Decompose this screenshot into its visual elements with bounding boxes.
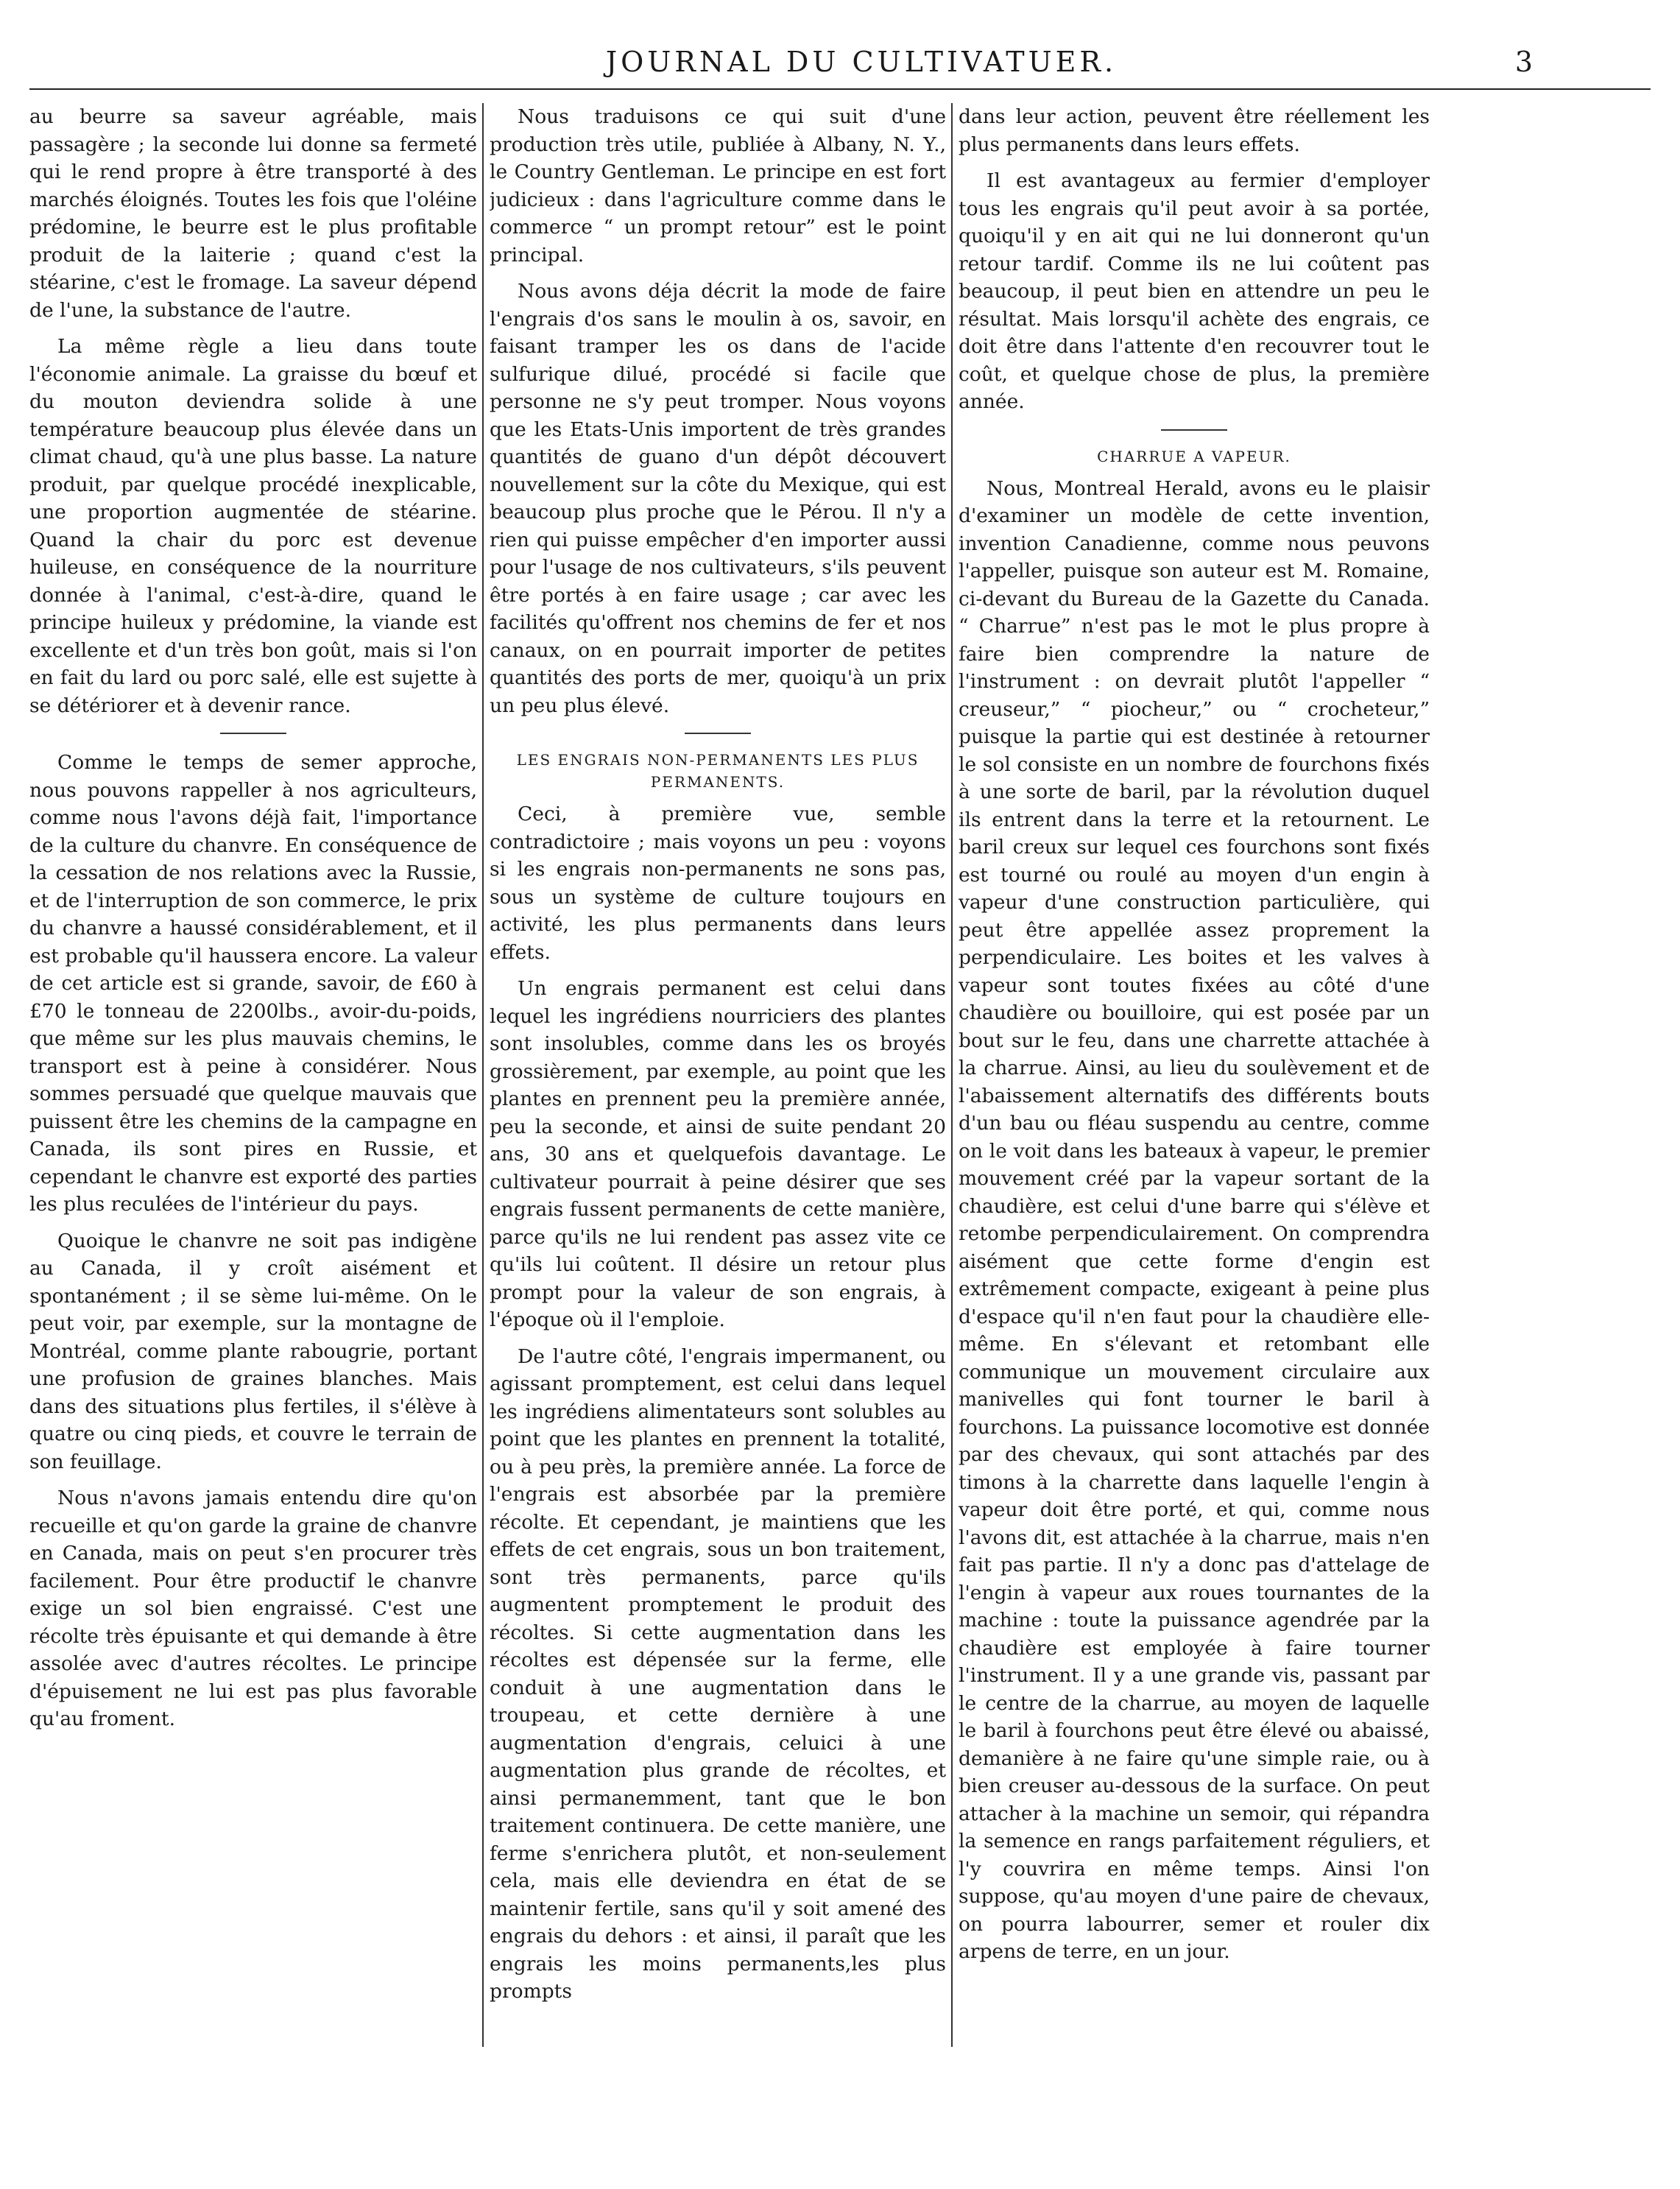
paragraph: Un engrais permanent est celui dans lequel les ingrédiens nourriciers des plantes sont insolubles, comme dans les os broyés grossièrement, par exemple, au point que les plantes en prennent peu la première année, peu la seconde, et ainsi de suite pendant 20 ans, 30 ans et quelquefois davantage. Le cultivateur pourrait à peine désirer que ses engrais fussent permanents de cette manière, parce qu'ils ne lui rendent pas assez vite ce qu'ils lui coûtent. Il désire un retour plus prompt pour la valeur de son engrais, à l'époque où il l'emploie. bbox=[490, 977, 946, 1331]
paragraph: Ceci, à première vue, semble contradictoire ; mais voyons un peu : voyons si les engrais non-permanents ne sons pas, sous un système de culture toujours en activité, les plus permanents dans leurs effets. bbox=[490, 803, 946, 964]
header-rule bbox=[29, 88, 1651, 90]
page-number: 3 bbox=[1514, 46, 1533, 78]
section-heading: CHARRUE A VAPEUR. bbox=[1097, 447, 1291, 465]
paragraph: Nous traduisons ce qui suit d'une production très utile, publiée à Albany, N. Y., le Country Gentleman. Le principe en est fort judicieux : dans l'agriculture comme dans le commerce “ un prompt retour” est le point principal. bbox=[490, 105, 946, 267]
page-header bbox=[0, 46, 1680, 90]
column-3 bbox=[959, 103, 1430, 1975]
section-divider bbox=[685, 733, 751, 734]
column-divider-2 bbox=[951, 103, 953, 2047]
paragraph: Nous n'avons jamais entendu dire qu'on recueille et qu'on garde la graine de chanvre en Canada, mais on peut s'en procurer très facilement. Pour être productif le chanvre exige un sol bien engraissé. C'est une récolte très épuisante et qui demande à être assolée avec d'autres récoltes. Le principe d'épuisement ne lui est pas plus favorable qu'au froment. bbox=[29, 1487, 477, 1730]
column-2 bbox=[490, 103, 946, 2014]
section-divider bbox=[1161, 429, 1227, 431]
journal-title: JOURNAL DU CULTIVATUER. bbox=[605, 46, 1118, 78]
column-1 bbox=[29, 103, 477, 1742]
paragraph: Nous avons déja décrit la mode de faire l'engrais d'os sans le moulin à os, savoir, en faisant tramper les os dans de l'acide sulfurique dilué, procédé si facile que personne ne s'y peut tromper. Nous voyons que les Etats-Unis importent de très grandes quantités de guano d'un dépôt découvert nouvellement sur la côte du Mexique, qui est beaucoup plus proche que le Pérou. Il n'y a rien qui puisse empêcher d'en importer aussi pour l'usage de nos cultivateurs, s'ils peuvent être portés à en faire usage ; car avec les facilités qu'offrent nos chemins de fer et nos canaux, on en pourrait importer de petites quantités des ports de mer, quoiqu'à un prix un peu plus élevé. bbox=[490, 280, 946, 717]
column-divider-1 bbox=[482, 103, 484, 2047]
paragraph: De l'autre côté, l'engrais impermanent, ou agissant promptement, est celui dans lequel les ingrédiens alimentateurs sont solubles au point que les plantes en prennent la totalité, ou à peu près, la première année. La force de l'engrais est absorbée par la première récolte. Et cependant, je maintiens que les effets de cet engrais, sous un bon traitement, sont très permanents, parce qu'ils augmentent promptement le produit des récoltes. Si cette augmentation dans les récoltes est dépensée sur la ferme, elle conduit à une augmentation dans le troupeau, et cette dernière à une augmentation d'engrais, celuici à une augmentation plus grande de récoltes, et ainsi permanemment, tant que le bon traitement continuera. De cette manière, une ferme s'enrichera plutôt, et non-seulement cela, mais elle deviendra en état de se maintenir fertile, sans qu'il y soit amené des engrais du dehors : et ainsi, il paraît que les engrais les moins permanents,les plus prompts bbox=[490, 1344, 946, 2003]
paragraph: La même règle a lieu dans toute l'économie animale. La graisse du bœuf et du mouton deviendra solide à une température beaucoup plus élevée dans un climat chaud, qu'à une plus basse. La nature produit, par quelque procédé inexplicable, une proportion augmentée de stéarine. Quand la chair du porc est devenue huileuse, en conséquence de la nourriture donnée à l'animal, c'est-à-dire, quand le principe huileux y prédomine, la viande est excellente et d'un très bon goût, mais si l'on en fait du lard ou porc salé, elle est sujette à se détériorer et à devenir rance. bbox=[29, 335, 477, 717]
paragraph: au beurre sa saveur agréable, mais passagère ; la seconde lui donne sa fermeté qui le rend propre à être transporté à des marchés éloignés. Toutes les fois que l'oléine prédomine, le beurre est le plus profitable produit de la laiterie ; quand c'est la stéarine, c'est le fromage. La saveur dépend de l'une, la substance de l'autre. bbox=[29, 105, 477, 322]
paragraph: Nous, Montreal Herald, avons eu le plaisir d'examiner un modèle de cette invention, invention Canadienne, comme nous peuvons l'appeller, puisque son auteur est M. Romaine, ci-devant du Bureau de la Gazette du Canada. “ Charrue” n'est pas le mot le plus propre à faire bien comprendre la nature de l'instrument : on devrait plutôt l'appeller “ creuseur,” “ piocheur,” ou “ crocheteur,” puisque la partie qui est destinée à retourner le sol consiste en un nombre de fourchons fixés à une sorte de baril, par la révolution duquel ils entrent dans la terre et la retournent. Le baril creux sur lequel ces fourchons sont fixés est tourné ou roulé au moyen d'un engin à vapeur d'une construction particulière, qui peut être appellée assez proprement la perpendiculaire. Les boites et les valves à vapeur sont toutes fixées au côté d'une chaudière ou bouilloire, qui est posée par un bout sur le feu, dans une charrette attachée à la charrue. Ainsi, au lieu du soulèvement et de l'abaissement alternatifs des différents bouts d'un bau ou fléau suspendu au centre, comme on le voit dans les bateaux à vapeur, le premier mouvement créé par la vapeur sortant de la chaudière, est celui d'une barre qui s'élève et retombe perpendiculairement. On comprendra aisément que cette forme d'engin est extrêmement compacte, exigeant à peine plus d'espace qu'il n'en faut pour la chaudière elle-même. En s'élevant et retombant elle communique un mouvement circulaire aux manivelles qui font tourner le baril à fourchons. La puissance locomotive est donnée par des chevaux, qui sont attachés par des timons à la charrette dans laquelle l'engin à vapeur doit être porté, et qui, comme nous l'avons dit, est attachée à la charrue, mais n'en fait pas partie. Il n'y a donc pas d'attelage de l'engin à vapeur aux roues tournantes de la machine : toute la puissance agendrée par la chaudière est employée à faire tourner l'instrument. Il y a une grande vis, passant par le centre de la charrue, au moyen de laquelle le baril à fourchons peut être élevé ou abaissé, demanière à ne faire qu'une simple raie, ou à bien creuser au-dessous de la surface. On peut attacher à la machine un semoir, qui répandra la semence en rangs parfaitement réguliers, et l'y couvrira en même temps. Ainsi l'on suppose, qu'au moyen d'une paire de chevaux, on pourra labourrer, semer et rouler dix arpens de terre, en un jour. bbox=[959, 476, 1430, 1963]
paragraph: Comme le temps de semer approche, nous pouvons rappeller à nos agriculteurs, comme nous l'avons déjà fait, l'importance de la culture du chanvre. En conséquence de la cessation de nos relations avec la Russie, et de l'interruption de son commerce, le prix du chanvre a haussé considérablement, et il est probable qu'il haussera encore. La valeur de cet article est si grande, savoir, de £60 à £70 le tonneau de 2200lbs., avoir-du-poids, que même sur les plus mauvais chemins, le transport est à peine à considérer. Nous sommes persuadé que quelque mauvais que puissent être les chemins de la campagne en Canada, ils sont pires en Russie, et cependant le chanvre est exporté des parties les plus reculées de l'intérieur du pays. bbox=[29, 751, 477, 1216]
paragraph: Il est avantageux au fermier d'employer tous les engrais qu'il peut avoir à sa portée, quoiqu'il y en ait qui ne lui donneront qu'un retour tardif. Comme ils ne lui coûtent pas beaucoup, il peut bien en attendre un peu le résultat. Mais lorsqu'il achète des engrais, ce doit être dans l'attente d'en recouvrer tout le coût, et quelque chose de plus, la première année. bbox=[959, 169, 1430, 413]
paragraph: Quoique le chanvre ne soit pas indigène au Canada, il y croît aisément et spontanément ; il se sème lui-même. On le peut voir, par exemple, sur la montagne de Montréal, comme plante rabougrie, portant une profusion de graines blanches. Mais dans des situations plus fertiles, il s'élève à quatre ou cinq pieds, et couvre le terrain de son feuillage. bbox=[29, 1229, 477, 1473]
section-divider bbox=[220, 733, 286, 734]
paragraph: dans leur action, peuvent être réellement les plus permanents dans leurs effets. bbox=[959, 105, 1430, 156]
section-heading: LES ENGRAIS NON-PERMANENTS LES PLUS PERMANENTS. bbox=[516, 751, 920, 791]
